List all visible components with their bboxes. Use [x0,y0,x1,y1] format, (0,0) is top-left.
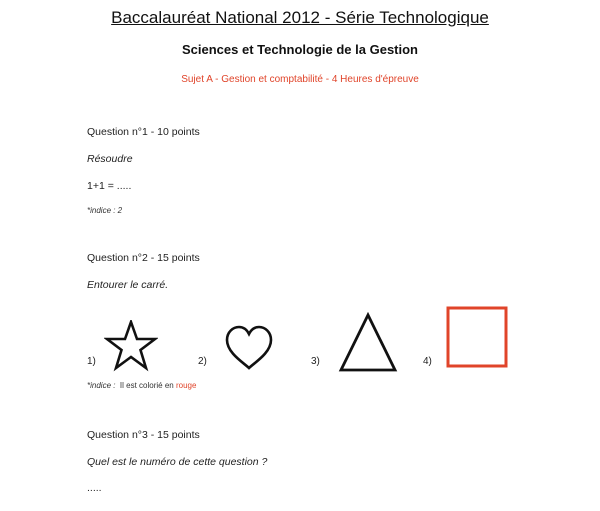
question-1-instruction: Résoudre [87,153,133,165]
triangle-icon [338,312,398,374]
question-3-answer: ..... [87,482,102,494]
square-icon [445,305,509,369]
option-3-label: 3) [311,356,320,367]
hint-text: Il est colorié en [119,381,174,390]
question-3-instruction: Quel est le numéro de cette question ? [87,456,268,468]
hint-prefix: *indice : [87,381,116,390]
question-1-heading: Question n°1 - 10 points [87,126,200,138]
option-1-label: 1) [87,356,96,367]
option-2-label: 2) [198,356,207,367]
question-2-hint [87,381,196,390]
question-1-hint: *indice : 2 [87,206,123,215]
question-2-instruction: Entourer le carré. [87,279,169,291]
question-3-heading: Question n°3 - 15 points [87,429,200,441]
hint-red-word: rouge [175,381,197,390]
question-2-heading: Question n°2 - 15 points [87,252,200,264]
subject-line: Sujet A - Gestion et comptabilité - 4 Heures d'épreuve [181,74,419,85]
star-icon [104,320,158,372]
heart-icon [224,325,274,371]
question-1-body: 1+1 = ..... [87,180,132,192]
document-title: Baccalauréat National 2012 - Série Technologique [111,8,489,27]
document-subtitle: Sciences et Technologie de la Gestion [182,42,418,57]
option-4-label: 4) [423,356,432,367]
